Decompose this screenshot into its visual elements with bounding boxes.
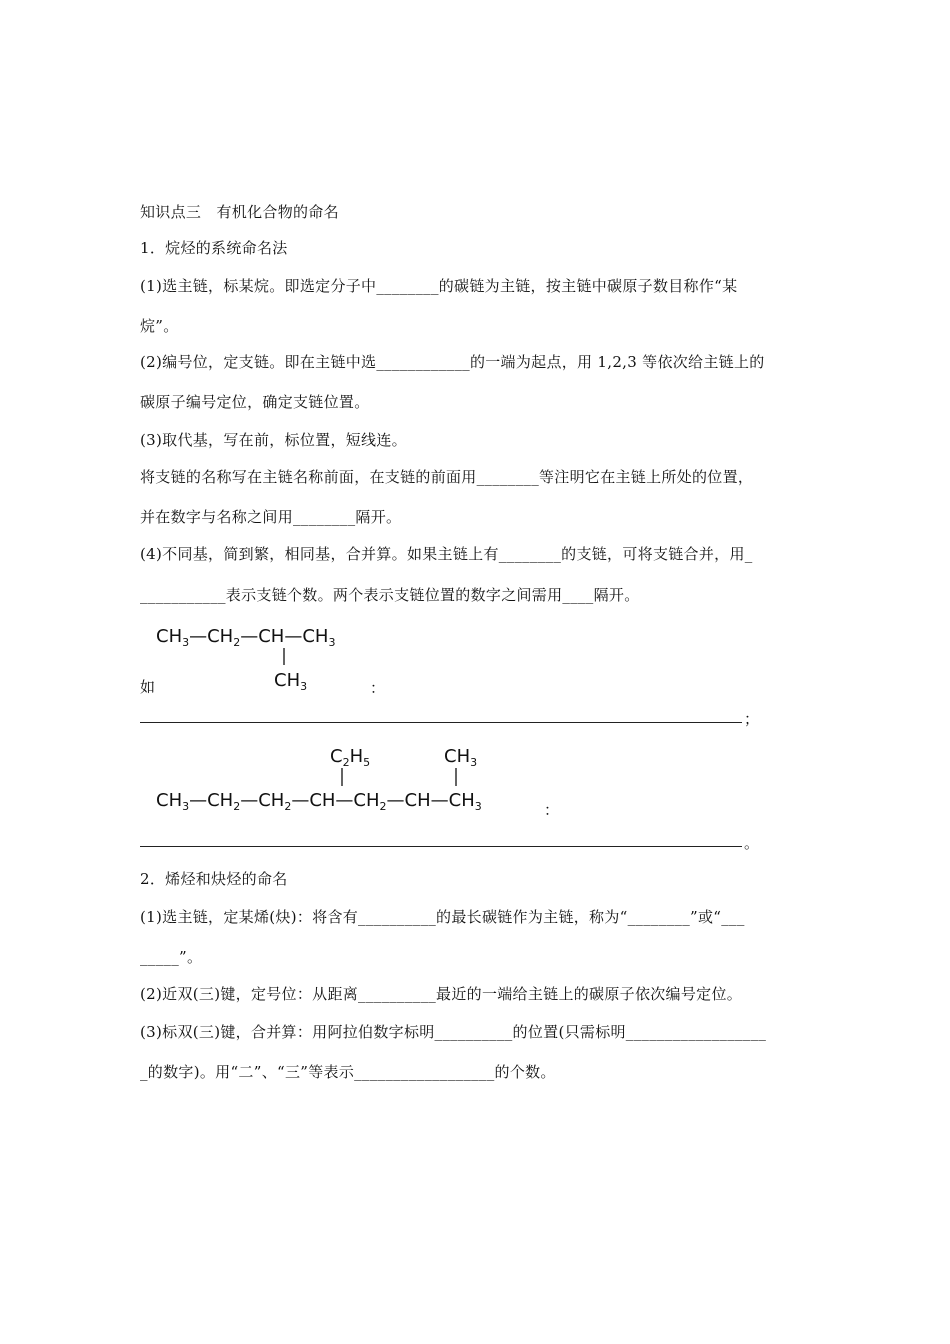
answer-line-2 (140, 846, 742, 847)
part2-line-3: (2)近双(三)键，定号位：从距离__________最近的一端给主链上的碳原子依次编号定位。 (140, 985, 743, 1003)
part2-heading: 2．烯烃和炔烃的命名 (140, 870, 288, 888)
f1-branch-0: CH (274, 670, 301, 691)
f2-main-3: 2 (233, 800, 241, 813)
f2-main-9: 3 (474, 800, 482, 813)
f2-main-6: —CH—CH (291, 790, 380, 811)
part1-line-2: 烷”。 (140, 317, 179, 335)
svg-text:CH3—CH2—CH2—CH—CH2—CH—CH3 (156, 790, 482, 813)
svg-text:CH3 (444, 746, 477, 769)
f1-main-2: —CH (189, 626, 234, 647)
f1-main-0: CH (156, 626, 183, 647)
example1-colon: ： (370, 679, 386, 697)
answer-line-1 (140, 722, 742, 723)
f1-branch-1: 3 (300, 680, 308, 693)
part1-line-6: 将支链的名称写在主链名称前面，在支链的前面用________等注明它在主链上所处的位置， (140, 468, 754, 486)
part2-line-2: _____”。 (140, 948, 203, 966)
part1-line-3: (2)编号位，定支链。即在主链中选____________的一端为起点，用 1,2,3 等依次给主链上的 (140, 353, 765, 371)
part1-line-5: (3)取代基，写在前，标位置，短线连。 (140, 431, 407, 449)
f2-main-1: 3 (182, 800, 190, 813)
f1-main-1: 3 (182, 636, 190, 649)
f2-left-2: H (349, 746, 364, 767)
part1-line-1: (1)选主链，标某烷。即选定分子中________的碳链为主链，按主链中碳原子数目称作“某 (140, 277, 738, 295)
section-title: 知识点三 有机化合物的命名 (140, 203, 339, 221)
f2-main-0: CH (156, 790, 183, 811)
part1-line-9: ___________表示支链个数。两个表示支链位置的数字之间需用____隔开。 (140, 586, 640, 604)
part1-line-8: (4)不同基，简到繁，相同基，合并算。如果主链上有________的支链，可将支链合并，用_ (140, 545, 753, 563)
part1-line-4: 碳原子编号定位，确定支链位置。 (140, 393, 370, 411)
example1-end: ； (744, 710, 760, 728)
part1-heading: 1．烷烃的系统命名法 (140, 239, 288, 257)
example2-end: 。 (744, 834, 760, 852)
f2-right-1: 3 (470, 756, 478, 769)
example2-colon: ： (544, 801, 560, 819)
f2-left-1: 2 (342, 756, 350, 769)
f2-left-0: C (330, 746, 343, 767)
structural-formula-2 (150, 740, 550, 820)
f2-main-4: —CH (240, 790, 285, 811)
example-prefix: 如 (140, 678, 156, 696)
f1-main-3: 2 (233, 636, 241, 649)
f1-main-4: —CH—CH (240, 626, 329, 647)
svg-text:CH3 (274, 670, 307, 693)
part2-line-1: (1)选主链，定某烯(炔)：将含有__________的最长碳链作为主链，称为“________”或“___ (140, 908, 745, 926)
part2-line-5: _的数字)。用“二”、“三”等表示__________________的个数。 (140, 1063, 556, 1081)
f2-main-7: 2 (379, 800, 387, 813)
svg-text:CH3—CH2—CH—CH3 (156, 626, 335, 649)
f2-main-2: —CH (189, 790, 234, 811)
f2-main-5: 2 (284, 800, 292, 813)
f2-right-0: CH (444, 746, 471, 767)
svg-text:C2H5 (330, 746, 370, 769)
f1-main-5: 3 (328, 636, 336, 649)
f2-main-8: —CH—CH (386, 790, 475, 811)
part2-line-4: (3)标双(三)键，合并算：用阿拉伯数字标明__________的位置(只需标明__________________ (140, 1023, 767, 1041)
f2-left-3: 5 (363, 756, 371, 769)
part1-line-7: 并在数字与名称之间用________隔开。 (140, 508, 402, 526)
structural-formula-1 (150, 618, 380, 698)
